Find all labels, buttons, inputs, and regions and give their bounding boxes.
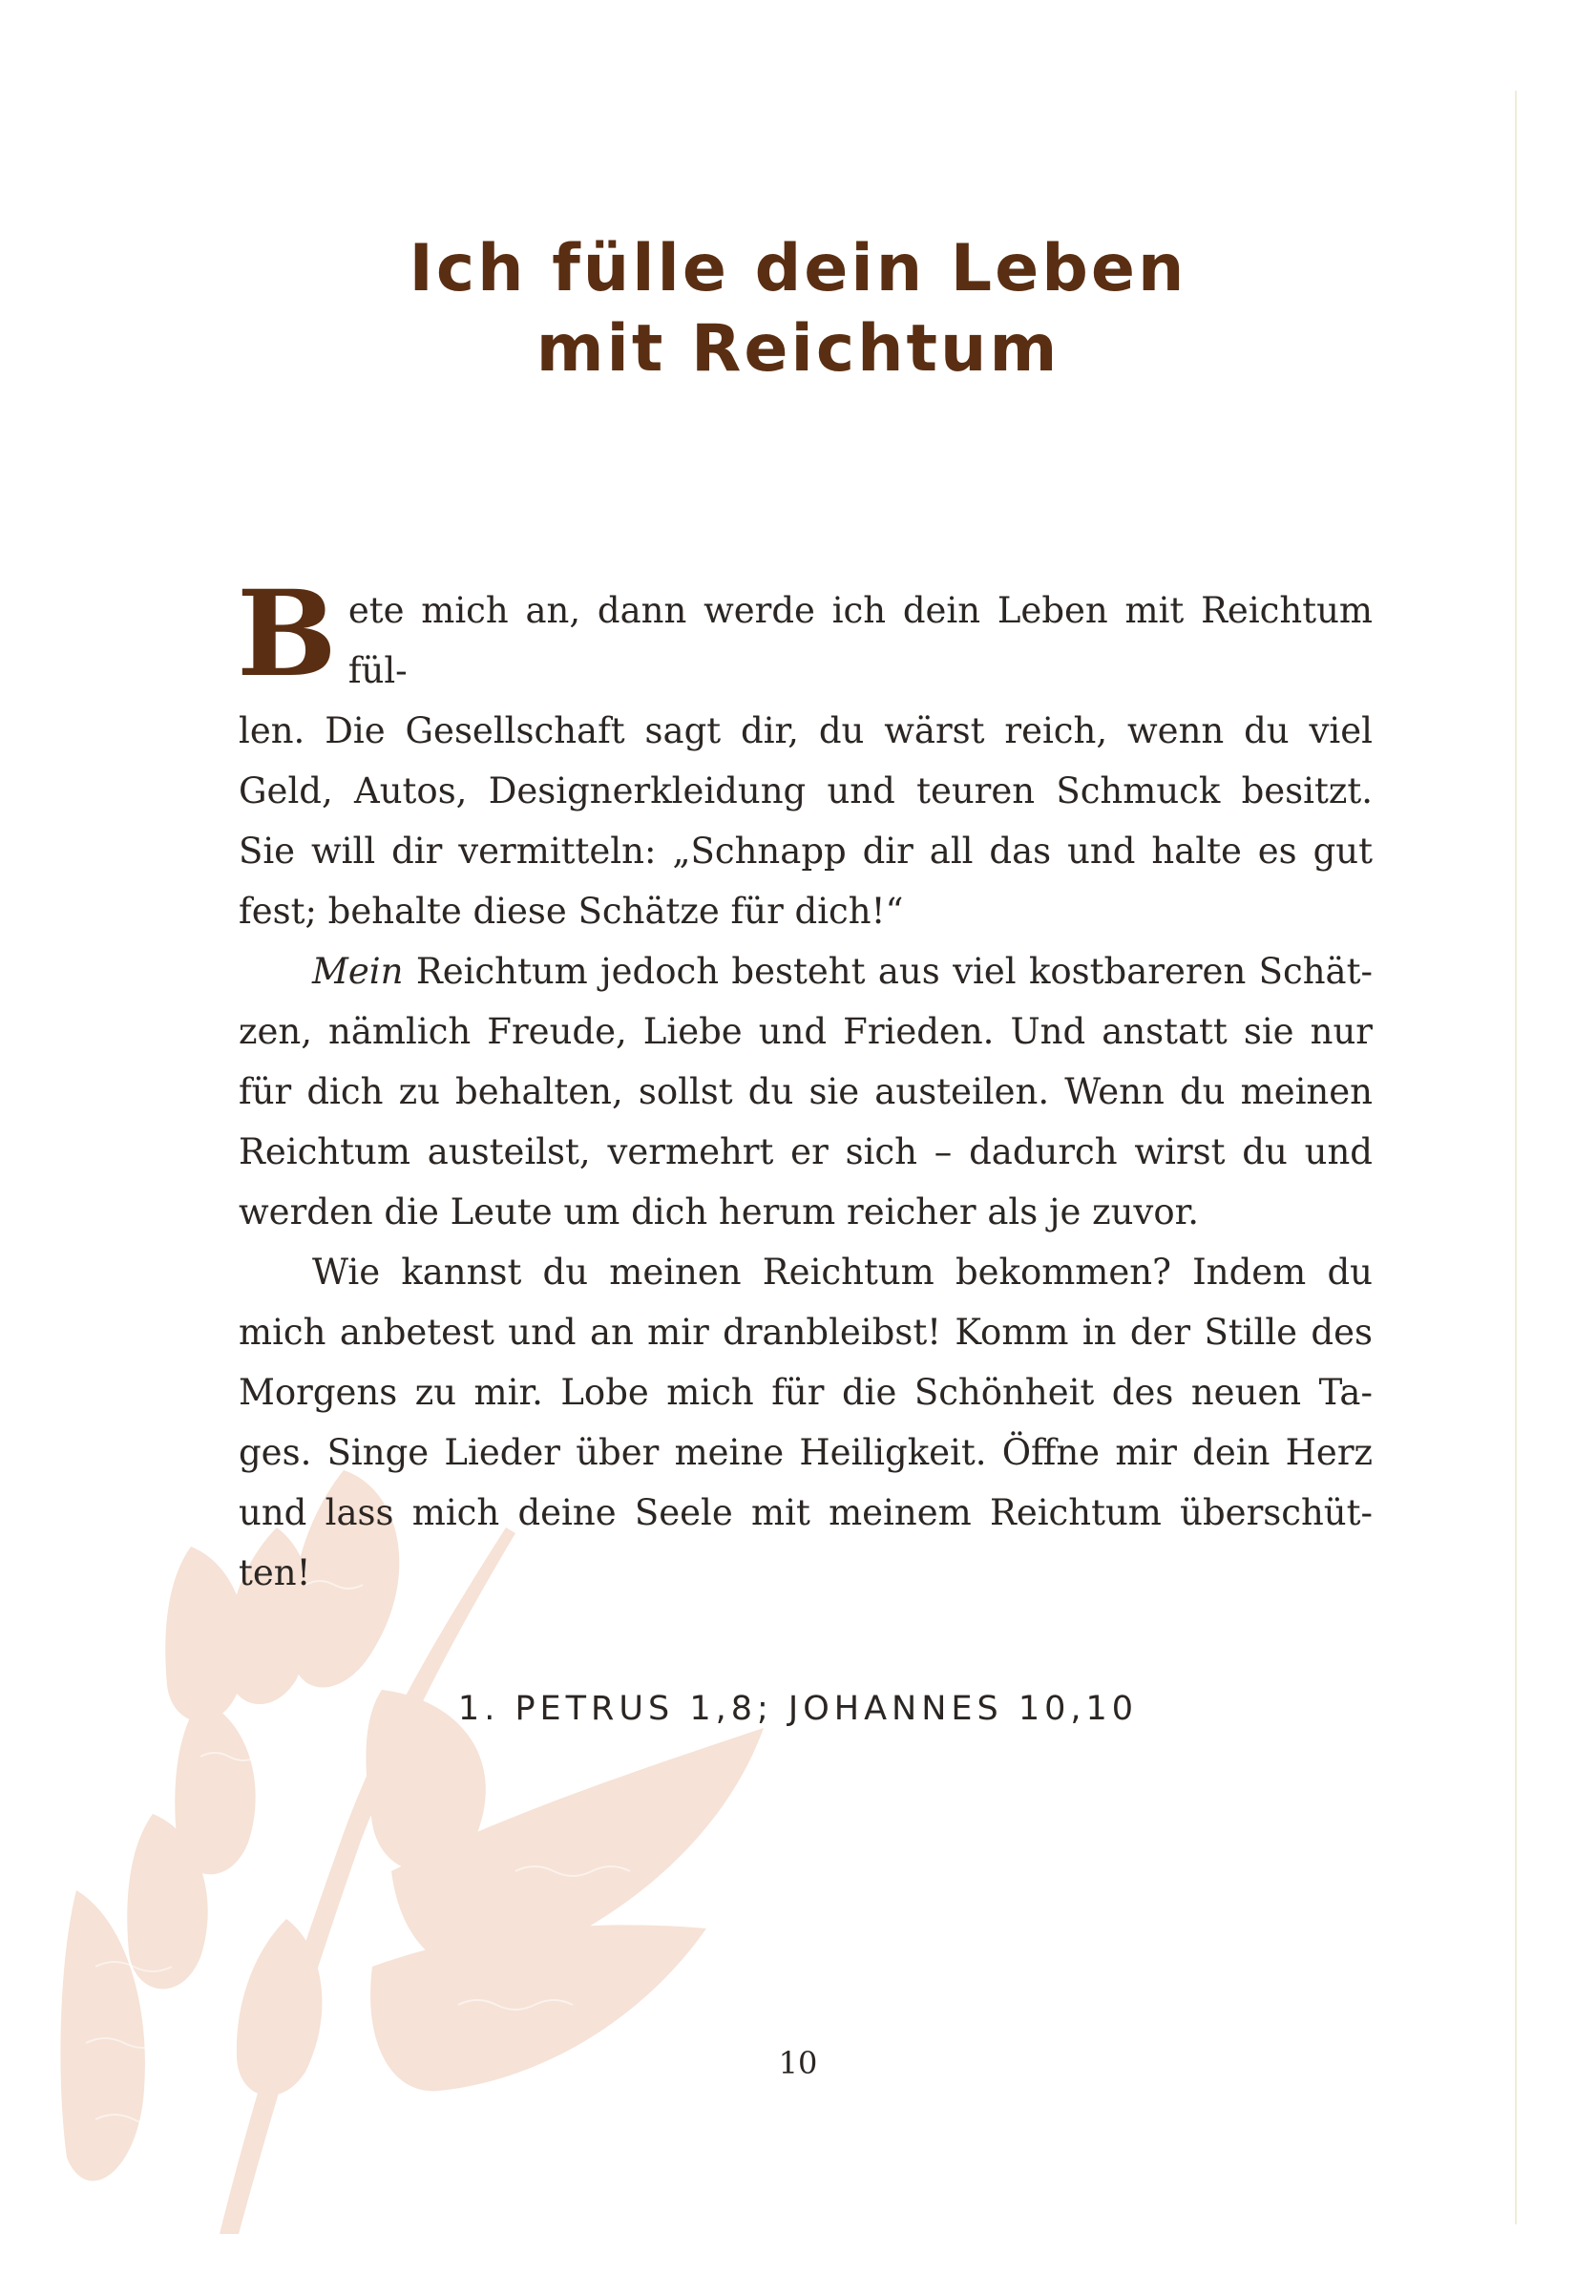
text-line: Morgens zu mir. Lobe mich für die Schönheit des neuen Ta-	[239, 1372, 1373, 1413]
scripture-reference: 1. PETRUS 1,8; JOHANNES 10,10	[457, 1690, 1139, 1728]
paragraph-2	[239, 941, 1373, 1242]
text-line: ten!	[239, 1552, 311, 1593]
drop-cap: B	[237, 565, 337, 704]
text-line: ges. Singe Lieder über meine Heiligkeit. Öffne mir dein Herz	[239, 1432, 1373, 1473]
text-line: Geld, Autos, Designerkleidung und teuren Schmuck besitzt.	[239, 770, 1373, 811]
text-line: Sie will dir vermitteln: „Schnapp dir all das und halte es gut	[239, 831, 1373, 872]
text-line	[239, 941, 1373, 1001]
page-title	[0, 229, 1596, 390]
text-line: und lass mich deine Seele mit meinem Reichtum überschüt-	[239, 1492, 1373, 1533]
paragraph-1	[237, 565, 1373, 941]
text-line: ete mich an, dann werde ich dein Leben mit Reichtum fül-	[347, 590, 1373, 691]
text-line: mich anbetest und an mir dranbleibst! Komm in der Stille des	[239, 1312, 1373, 1353]
page-edge-rule	[1515, 91, 1517, 2224]
title-line-2: mit Reichtum	[536, 311, 1060, 387]
text-line: len. Die Gesellschaft sagt dir, du wärst reich, wenn du viel	[239, 710, 1373, 751]
title-line-1: Ich fülle dein Leben	[409, 231, 1187, 306]
text-line-rest: Reichtum jedoch besteht aus viel kostbareren Schät-	[403, 951, 1373, 992]
text-line: für dich zu behalten, sollst du sie austeilen. Wenn du meinen	[239, 1071, 1373, 1112]
emphasis-word: Mein	[312, 951, 404, 992]
paragraph-3	[239, 1242, 1373, 1603]
text-line: Reichtum austeilst, vermehrt er sich – dadurch wirst du und	[239, 1131, 1373, 1172]
page-number: 10	[778, 2045, 818, 2081]
text-line: zen, nämlich Freude, Liebe und Frieden. Und anstatt sie nur	[239, 1011, 1373, 1052]
text-line: werden die Leute um dich herum reicher als je zuvor.	[239, 1191, 1199, 1232]
text-line: Wie kannst du meinen Reichtum bekommen? Indem du	[312, 1252, 1373, 1293]
text-line: fest; behalte diese Schätze für dich!“	[239, 891, 904, 932]
body-text	[237, 565, 1373, 1603]
